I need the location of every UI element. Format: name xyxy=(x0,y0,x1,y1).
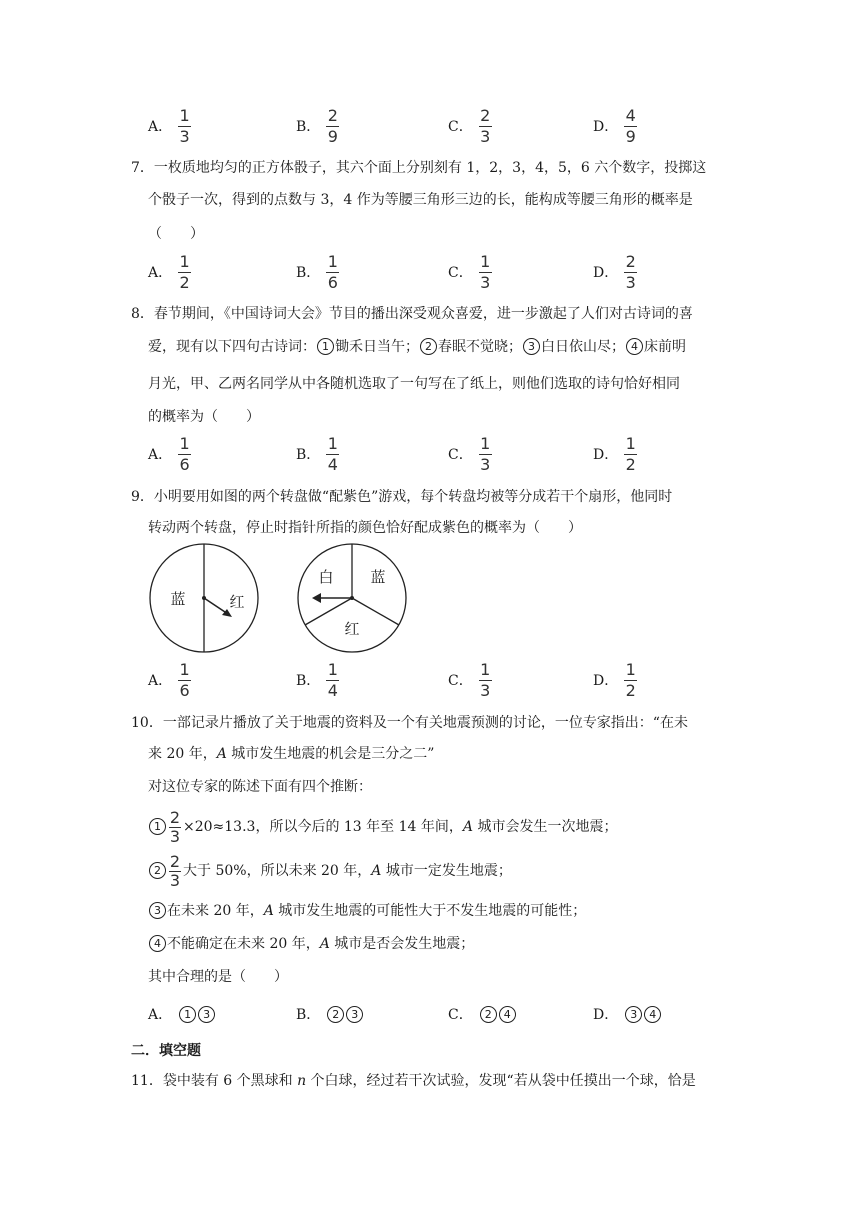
fraction: $\frac{1}{6}$ xyxy=(179,433,190,474)
fraction: $\frac{2}{3}$ xyxy=(625,251,636,292)
circled-number: 2 xyxy=(420,338,437,355)
q6-options xyxy=(148,104,768,148)
spinner-2 xyxy=(298,544,406,652)
q10-line-1: 10．一部记录片播放了关于地震的资料及一个有关地震预测的讨论，一位专家指出：“在未 xyxy=(131,715,688,731)
fraction: $\frac{1}{3}$ xyxy=(480,251,491,292)
fraction: $\frac{1}{6}$ xyxy=(327,251,338,292)
q8-options xyxy=(148,432,768,476)
spinner2-white-label: 白 xyxy=(318,568,334,586)
q9-option-d[interactable]: D． $\frac{1}{2}$ xyxy=(593,659,636,700)
circled-number: 4 xyxy=(149,935,166,952)
q10-statement-3: 3 在未来 20 年，A 城市发生地震的可能性大于不发生地震的可能性； xyxy=(148,901,586,921)
spinners-figure xyxy=(146,540,416,660)
fraction: $\frac{1}{2}$ xyxy=(625,659,636,700)
q10-option-d[interactable]: D． 3 4 xyxy=(593,992,662,1036)
q7-option-b[interactable]: B． $\frac{1}{6}$ xyxy=(296,251,338,292)
spinner1-blue-label: 蓝 xyxy=(170,590,186,608)
fraction: $\frac{1}{2}$ xyxy=(625,433,636,474)
q7-line-3: （ ） xyxy=(148,226,204,242)
q10-statement-2: 2 $\frac{2}{3}$ 大于 50%，所以未来 20 年，A 城市一定发生地震； xyxy=(148,853,512,889)
fraction: $\frac{1}{6}$ xyxy=(179,659,190,700)
q9-option-c[interactable]: C． $\frac{1}{3}$ xyxy=(448,659,491,700)
fraction: $\frac{1}{3}$ xyxy=(480,433,491,474)
fraction: $\frac{1}{3}$ xyxy=(480,659,491,700)
fraction: $\frac{1}{2}$ xyxy=(179,251,190,292)
q8-line-4: 的概率为（ ） xyxy=(148,409,260,425)
q9-line-1: 9．小明要用如图的两个转盘做“配紫色”游戏，每个转盘均被等分成若干个扇形，他同时 xyxy=(131,489,673,505)
q9-line-2: 转动两个转盘，停止时指针所指的颜色恰好配成紫色的概率为（ ） xyxy=(148,520,582,536)
circled-number: 2 xyxy=(149,862,166,879)
q7-line-1: 7．一枚质地均匀的正方体骰子，其六个面上分别刻有 1，2，3，4，5，6 六个数字，投掷这 xyxy=(131,160,707,176)
section-title: 二．填空题 xyxy=(131,1043,201,1059)
q10-option-c[interactable]: C． 2 4 xyxy=(448,992,517,1036)
q10-option-b[interactable]: B． 2 3 xyxy=(296,992,364,1036)
q8-option-a[interactable]: A． $\frac{1}{6}$ xyxy=(148,433,190,474)
fraction: $\frac{2}{3}$ xyxy=(169,851,181,890)
fraction: $\frac{1}{4}$ xyxy=(327,433,338,474)
q6-option-c[interactable]: C． $\frac{2}{3}$ xyxy=(448,105,491,146)
q7-option-c[interactable]: C． $\frac{1}{3}$ xyxy=(448,251,491,292)
fraction: $\frac{2}{9}$ xyxy=(327,105,338,146)
fraction: $\frac{2}{3}$ xyxy=(480,105,491,146)
q8-line-1: 8．春节期间，《中国诗词大会》节目的播出深受观众喜爱，进一步激起了人们对古诗词的喜 xyxy=(131,306,693,322)
q10-line-2: 来 20 年，A 城市发生地震的机会是三分之二” xyxy=(148,746,435,762)
fraction: $\frac{2}{3}$ xyxy=(169,807,181,846)
q9-option-a[interactable]: A． $\frac{1}{6}$ xyxy=(148,659,190,700)
q8-line-2: 爱，现有以下四句古诗词： 1 锄禾日当午； 2 春眠不觉晓； 3 白日依山尽； 4 床前明 xyxy=(148,339,686,355)
circled-number: 3 xyxy=(523,338,540,355)
q8-line-3: 月光，甲、乙两名同学从中各随机选取了一句写在了纸上，则他们选取的诗句恰好相同 xyxy=(148,376,680,392)
q10-options xyxy=(148,992,768,1036)
q10-ask: 其中合理的是（ ） xyxy=(148,969,288,985)
circled-number: 3 xyxy=(149,902,166,919)
q6-option-b[interactable]: B． $\frac{2}{9}$ xyxy=(296,105,338,146)
spinner2-red-label: 红 xyxy=(344,620,360,638)
fraction: $\frac{1}{3}$ xyxy=(179,105,190,146)
fraction: $\frac{1}{4}$ xyxy=(327,659,338,700)
circled-number: 4 xyxy=(626,338,643,355)
q10-line-3: 对这位专家的陈述下面有四个推断： xyxy=(148,779,372,795)
spinner-1 xyxy=(150,544,258,652)
fraction: $\frac{4}{9}$ xyxy=(625,105,636,146)
q6-option-d[interactable]: D． $\frac{4}{9}$ xyxy=(593,105,636,146)
q10-statement-1: 1 $\frac{2}{3}$ ×20≈13.3，所以今后的 13 年至 14 年间，A 城市会发生一次地震； xyxy=(148,809,617,845)
circled-number: 1 xyxy=(317,338,334,355)
q10-statement-4: 4 不能确定在未来 20 年，A 城市是否会发生地震； xyxy=(148,934,474,954)
q7-options xyxy=(148,250,768,294)
spinner2-blue-label: 蓝 xyxy=(370,568,386,586)
spinner1-red-label: 红 xyxy=(229,593,245,611)
q11-line-1: 11．袋中装有 6 个黑球和 n 个白球，经过若干次试验，发现“若从袋中任摸出一个球，恰是 xyxy=(131,1073,696,1089)
q7-option-d[interactable]: D． $\frac{2}{3}$ xyxy=(593,251,636,292)
q9-options xyxy=(148,658,768,702)
q7-line-2: 个骰子一次，得到的点数与 3，4 作为等腰三角形三边的长，能构成等腰三角形的概率是 xyxy=(148,192,693,208)
q8-option-d[interactable]: D． $\frac{1}{2}$ xyxy=(593,433,636,474)
arrow-head-icon xyxy=(312,593,321,603)
circled-number: 1 xyxy=(149,818,166,835)
q8-option-c[interactable]: C． $\frac{1}{3}$ xyxy=(448,433,491,474)
pointer-arrow xyxy=(204,598,228,614)
q8-option-b[interactable]: B． $\frac{1}{4}$ xyxy=(296,433,338,474)
q9-option-b[interactable]: B． $\frac{1}{4}$ xyxy=(296,659,338,700)
q7-option-a[interactable]: A． $\frac{1}{2}$ xyxy=(148,251,190,292)
q10-option-a[interactable]: A． 1 3 xyxy=(148,992,216,1036)
q6-option-a[interactable]: A． $\frac{1}{3}$ xyxy=(148,105,190,146)
